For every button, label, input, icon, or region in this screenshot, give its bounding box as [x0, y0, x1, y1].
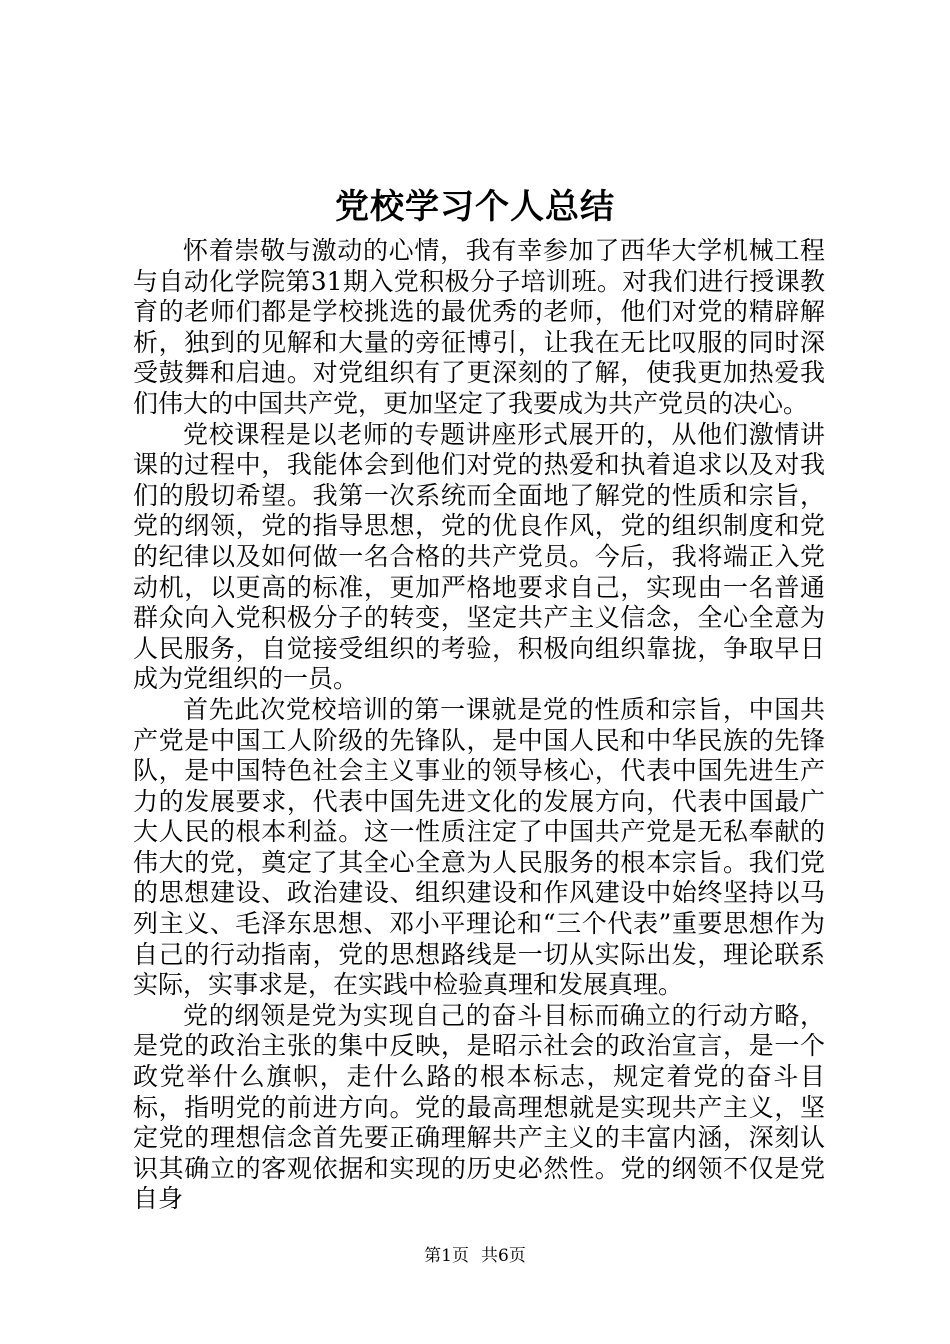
paragraph-1: 怀着崇敬与激动的心情，我有幸参加了西华大学机械工程与自动化学院第31期入党积极分子培训班。对我们进行授课教育的老师们都是学校挑选的最优秀的老师，他们对党的精辟解析，独到的见解和大量的旁征博引，让我在无比叹服的同时深受鼓舞和启迪。对党组织有了更深刻的了解，使我更加热爱我们伟大的中国共产党，更加坚定了我要成为共产党员的决心。 [133, 236, 825, 418]
document-title: 党校学习个人总结 [335, 187, 615, 227]
page-number: 第1页 [424, 1246, 469, 1266]
page-total: 共6页 [481, 1246, 526, 1266]
paragraph-4: 党的纲领是党为实现自己的奋斗目标而确立的行动方略，是党的政治主张的集中反映，是昭示社会的政治宣言，是一个政党举什么旗帜，走什么路的根本标志，规定着党的奋斗目标，指明党的前进方向。党的最高理想就是实现共产主义，坚定党的理想信念首先要正确理解共产主义的丰富内涵，深刻认识其确立的客观依据和实现的历史必然性。党的纲领不仅是党自身 [133, 1000, 825, 1214]
page-footer [0, 1244, 950, 1268]
paragraph-2: 党校课程是以老师的专题讲座形式展开的，从他们激情讲课的过程中，我能体会到他们对党的热爱和执着追求以及对我们的殷切希望。我第一次系统而全面地了解党的性质和宗旨，党的纲领，党的指导思想，党的优良作风，党的组织制度和党的纪律以及如何做一名合格的共产党员。今后，我将端正入党动机，以更高的标准，更加严格地要求自己，实现由一名普通群众向入党积极分子的转变，坚定共产主义信念，全心全意为人民服务，自觉接受组织的考验，积极向组织靠拢，争取早日成为党组织的一员。 [133, 419, 825, 694]
paragraph-3: 首先此次党校培训的第一课就是党的性质和宗旨，中国共产党是中国工人阶级的先锋队，是中国人民和中华民族的先锋队，是中国特色社会主义事业的领导核心，代表中国先进生产力的发展要求，代表中国先进文化的发展方向，代表中国最广大人民的根本利益。这一性质注定了中国共产党是无私奉献的伟大的党，奠定了其全心全意为人民服务的根本宗旨。我们党的思想建设、政治建设、组织建设和作风建设中始终坚持以马列主义、毛泽东思想、邓小平理论和“三个代表”重要思想作为自己的行动指南，党的思想路线是一切从实际出发，理论联系实际，实事求是，在实践中检验真理和发展真理。 [133, 694, 825, 1000]
document-body [133, 236, 825, 1215]
